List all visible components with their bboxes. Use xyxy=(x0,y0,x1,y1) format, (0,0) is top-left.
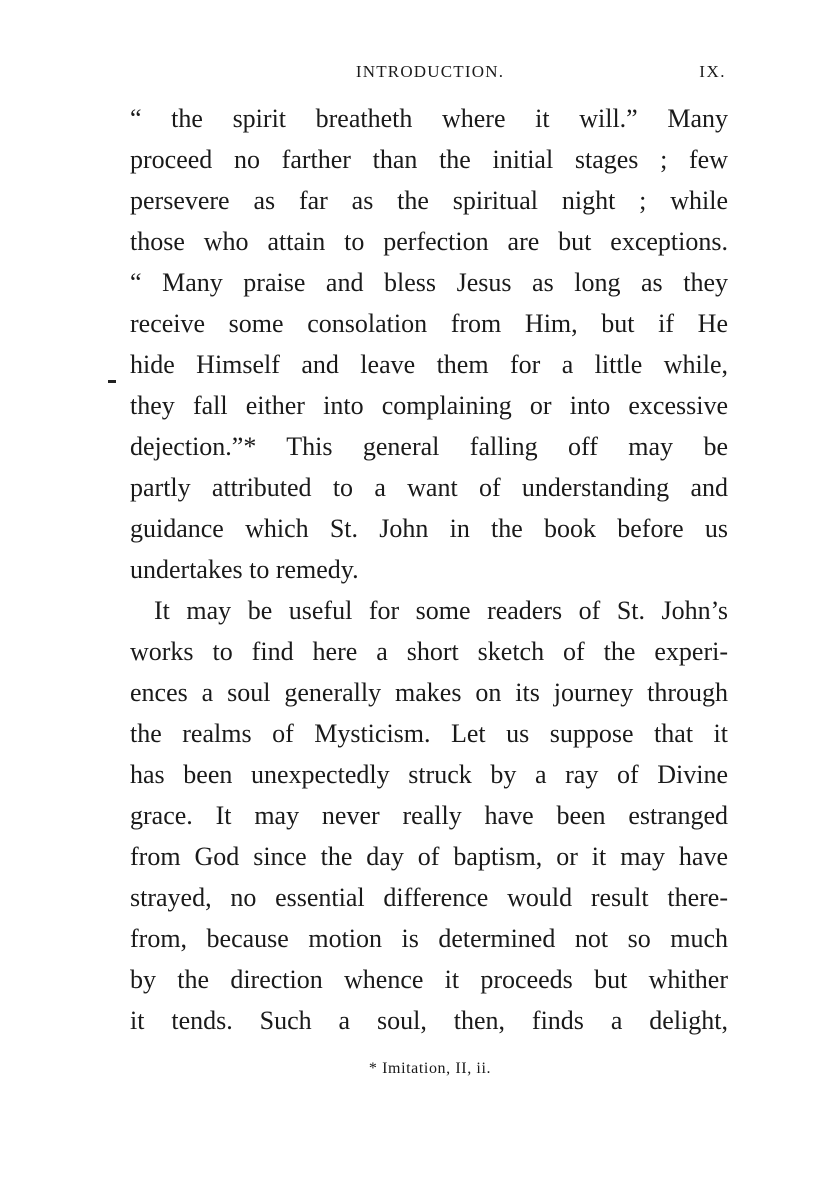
text-line: hide Himself and leave them for a little while, xyxy=(130,350,728,379)
text-line: partly attributed to a want of understanding and xyxy=(130,473,728,502)
running-head: INTRODUCTION. xyxy=(355,62,505,81)
text-line: “ the spirit breatheth where it will.” Many xyxy=(130,104,728,133)
text-line: works to find here a short sketch of the experi- xyxy=(130,637,728,666)
text-line: proceed no farther than the initial stages ; few xyxy=(130,145,728,174)
text-line: from, because motion is determined not so much xyxy=(130,924,728,953)
text-line: they fall either into complaining or into excessive xyxy=(130,391,728,420)
text-line: by the direction whence it proceeds but whither xyxy=(130,965,728,994)
text-line: undertakes to remedy. xyxy=(130,555,359,584)
text-line: dejection.”* This general falling off may be xyxy=(130,432,728,461)
text-line: those who attain to perfection are but exceptions. xyxy=(130,227,728,256)
text-line: It may be useful for some readers of St. John’s xyxy=(154,596,728,625)
margin-mark xyxy=(108,380,116,383)
text-line: from God since the day of baptism, or it may have xyxy=(130,842,728,871)
text-line: persevere as far as the spiritual night ; while xyxy=(130,186,728,215)
text-line: it tends. Such a soul, then, finds a delight, xyxy=(130,1006,728,1035)
text-line: guidance which St. John in the book before us xyxy=(130,514,728,543)
page-header xyxy=(130,62,730,86)
body-text xyxy=(130,98,728,1041)
text-line: receive some consolation from Him, but if He xyxy=(130,309,728,338)
paragraph-2 xyxy=(130,590,728,1041)
text-line: the realms of Mysticism. Let us suppose that it xyxy=(130,719,728,748)
page-number: IX. xyxy=(699,62,726,81)
text-line: ences a soul generally makes on its journey through xyxy=(130,678,728,707)
text-line: strayed, no essential difference would result there- xyxy=(130,883,728,912)
paragraph-1 xyxy=(130,98,728,590)
text-line: grace. It may never really have been estranged xyxy=(130,801,728,830)
footnote: * Imitation, II, ii. xyxy=(368,1060,492,1077)
text-line: “ Many praise and bless Jesus as long as they xyxy=(130,268,728,297)
text-line: has been unexpectedly struck by a ray of Divine xyxy=(130,760,728,789)
